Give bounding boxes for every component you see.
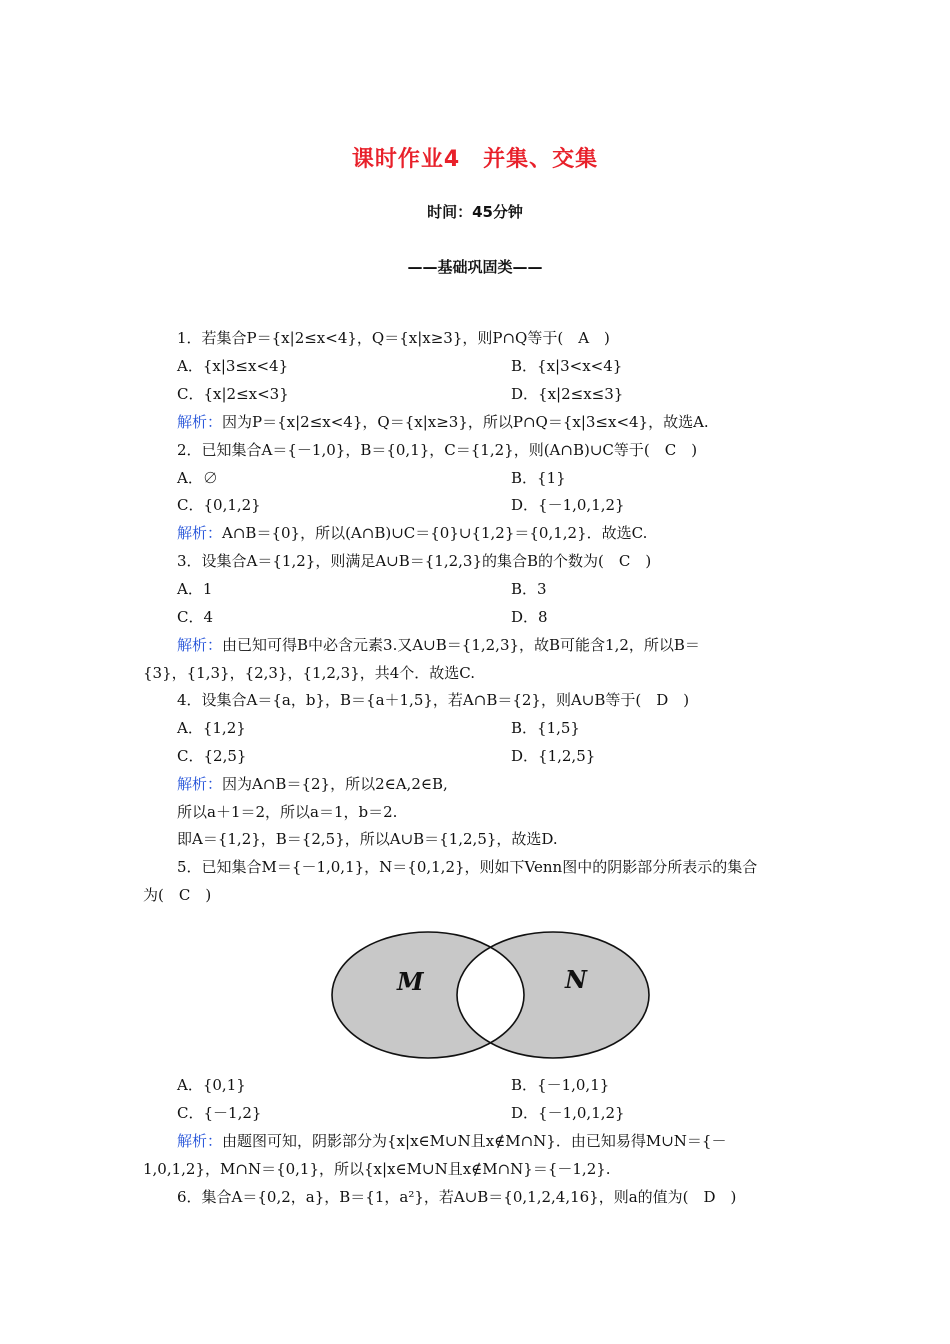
question-3-option-b: B．3	[511, 580, 547, 598]
question-4-analysis-line3: 即A＝{1,2}，B＝{2,5}，所以A∪B＝{1,2,5}，故选D.	[177, 830, 558, 848]
question-6-stem: 6．集合A＝{0,2，a}，B＝{1，a²}，若A∪B＝{0,1,2,4,16}，则a的值为( D )	[177, 1188, 737, 1206]
question-3-analysis	[177, 632, 700, 658]
page-title: 课时作业4 并集、交集	[351, 147, 599, 172]
time-limit: 时间：45分钟	[427, 203, 523, 221]
question-1-option-a: A．{x|3≤x<4}	[177, 357, 289, 375]
question-3-stem: 3．设集合A＝{1,2}，则满足A∪B＝{1,2,3}的集合B的个数为( C )	[177, 552, 652, 570]
question-3-option-d: D．8	[511, 608, 548, 626]
question-5-option-a: A．{0,1}	[177, 1076, 246, 1094]
question-4-option-b: B．{1,5}	[511, 719, 580, 737]
set-m-label: M	[397, 967, 424, 996]
set-n-label: N	[565, 965, 587, 994]
question-2-option-d: D．{－1,0,1,2}	[511, 496, 625, 514]
question-4-option-d: D．{1,2,5}	[511, 747, 596, 765]
question-4-option-c: C．{2,5}	[177, 747, 247, 765]
question-2-analysis	[177, 520, 647, 546]
analysis-text: 由题图可知，阴影部分为{x|x∈M∪N且x∉M∩N}．由已知易得M∪N＝{－	[222, 1132, 727, 1150]
question-3-option-a: A．1	[177, 580, 213, 598]
analysis-text: 由已知可得B中必含元素3.又A∪B＝{1,2,3}，故B可能含1,2，所以B＝	[222, 636, 700, 654]
analysis-label: 解析：	[177, 413, 223, 431]
question-1-option-b: B．{x|3<x<4}	[511, 357, 623, 375]
question-3-analysis-cont: {3}，{1,3}，{2,3}，{1,2,3}，共4个．故选C.	[143, 664, 476, 682]
question-2-stem: 2．已知集合A＝{－1,0}，B＝{0,1}，C＝{1,2}，则(A∩B)∪C等于( C )	[177, 441, 698, 459]
analysis-label: 解析：	[177, 636, 223, 654]
section-heading: ——基础巩固类——	[407, 258, 543, 276]
question-2-option-a: A．∅	[177, 469, 218, 487]
question-5-option-b: B．{－1,0,1}	[511, 1076, 610, 1094]
question-5-analysis-cont: 1,0,1,2}，M∩N＝{0,1}，所以{x|x∈M∪N且x∉M∩N}＝{－1,2}.	[143, 1160, 611, 1178]
analysis-label: 解析：	[177, 524, 223, 542]
question-5-stem: 5．已知集合M＝{－1,0,1}，N＝{0,1,2}，则如下Venn图中的阴影部分所表示的集合	[177, 858, 758, 876]
analysis-text: 因为P＝{x|2≤x<4}，Q＝{x|x≥3}，所以P∩Q＝{x|3≤x<4}，故选A.	[222, 413, 709, 431]
question-3-option-c: C．4	[177, 608, 214, 626]
venn-diagram	[329, 928, 653, 1062]
question-1-stem: 1．若集合P＝{x|2≤x<4}，Q＝{x|x≥3}，则P∩Q等于( A )	[177, 329, 610, 347]
question-5-stem-cont: 为( C )	[143, 886, 212, 904]
analysis-label: 解析：	[177, 1132, 223, 1150]
question-4-analysis	[177, 771, 448, 797]
question-5-option-d: D．{－1,0,1,2}	[511, 1104, 625, 1122]
question-4-stem: 4．设集合A＝{a，b}，B＝{a＋1,5}，若A∩B＝{2}，则A∪B等于( D )	[177, 691, 690, 709]
analysis-text: 因为A∩B＝{2}，所以2∈A,2∈B,	[222, 775, 448, 793]
analysis-text: A∩B＝{0}，所以(A∩B)∪C＝{0}∪{1,2}＝{0,1,2}．故选C.	[222, 524, 648, 542]
question-2-option-b: B．{1}	[511, 469, 566, 487]
question-1-option-d: D．{x|2≤x≤3}	[511, 385, 624, 403]
question-4-option-a: A．{1,2}	[177, 719, 246, 737]
question-1-option-c: C．{x|2≤x<3}	[177, 385, 289, 403]
analysis-label: 解析：	[177, 775, 223, 793]
question-4-analysis-line2: 所以a＋1＝2，所以a＝1，b＝2.	[177, 803, 398, 821]
question-5-option-c: C．{－1,2}	[177, 1104, 262, 1122]
question-1-analysis	[177, 409, 709, 435]
question-2-option-c: C．{0,1,2}	[177, 496, 261, 514]
question-5-analysis	[177, 1128, 726, 1154]
